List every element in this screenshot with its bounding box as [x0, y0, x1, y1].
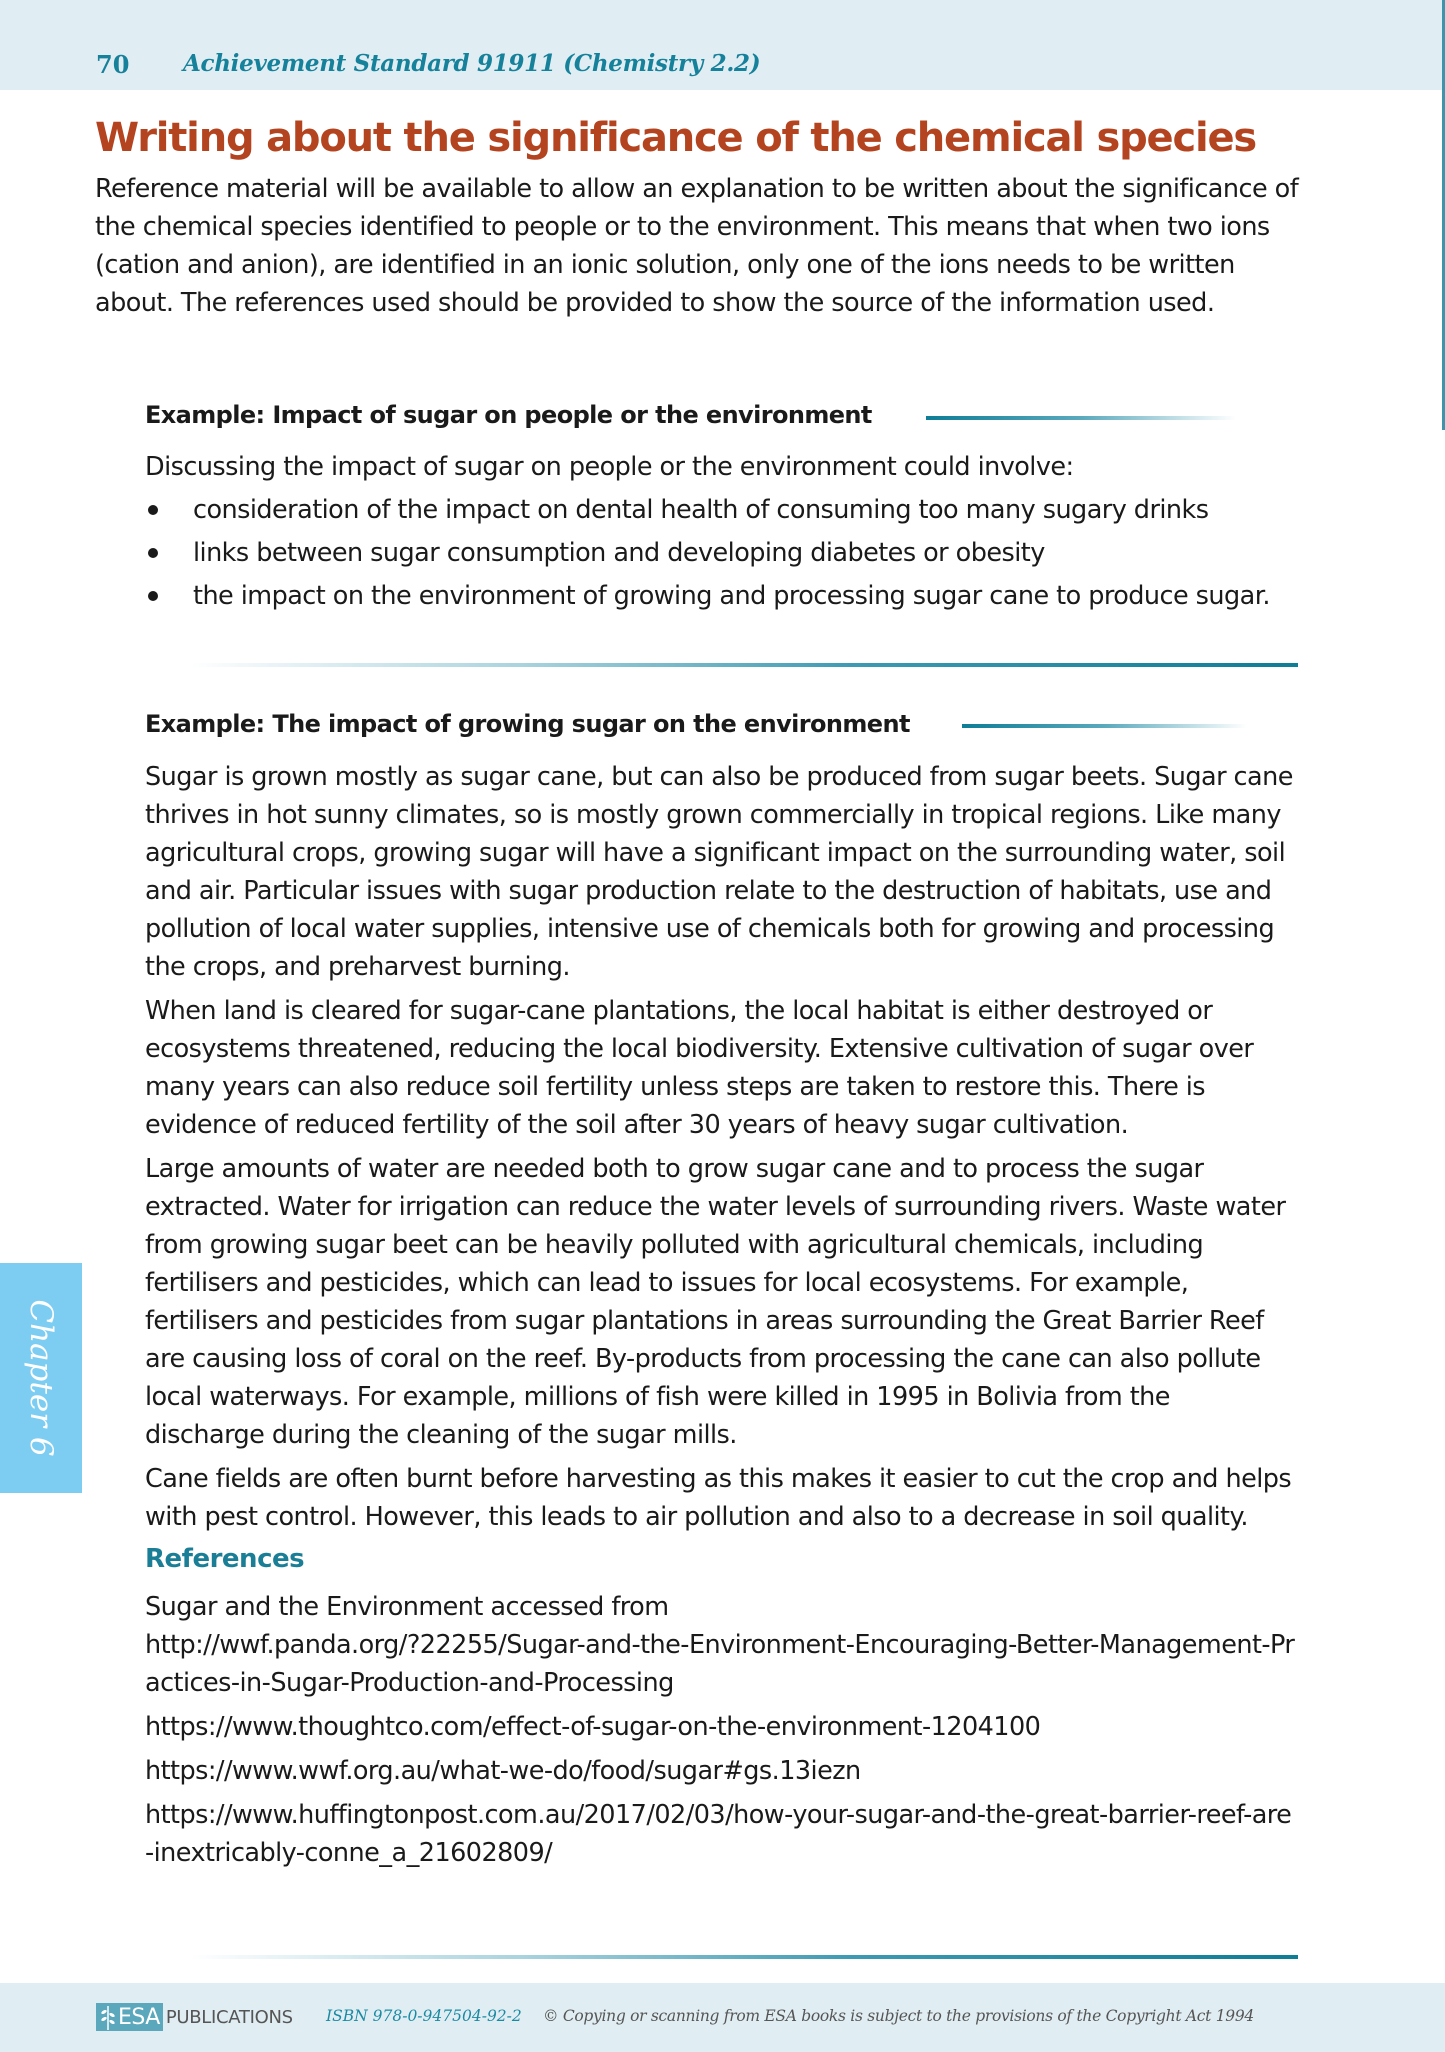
reference-link[interactable]: http://wwf.panda.org/?22255/Sugar-and-the-Environment-Encouraging-Better-Management-Practices-in-Sugar-Production-and-Processing: [145, 1630, 1295, 1698]
page-number: 70: [96, 50, 130, 79]
chapter-tab: [0, 1263, 82, 1493]
esa-logo-text: ESA: [118, 2004, 160, 2030]
list-item: consideration of the impact on dental health of consuming too many sugary drinks: [145, 491, 1295, 529]
copyright-notice: © Copying or scanning from ESA books is subject to the provisions of the Copyright Act 1994: [543, 2007, 1254, 2025]
example1-divider: [190, 663, 1298, 667]
example1-block: [145, 448, 1295, 615]
example1-heading-rule: [926, 416, 1236, 420]
list-item: links between sugar consumption and developing diabetes or obesity: [145, 534, 1295, 572]
esa-logo-box: [96, 2003, 163, 2031]
isbn: ISBN 978-0-947504-92-2: [326, 2007, 522, 2025]
plant-icon: [98, 2004, 118, 2030]
example2-heading-rule: [962, 724, 1247, 728]
example2-paragraph: Sugar is grown mostly as sugar cane, but can also be produced from sugar beets. Sugar cane thrives in hot sunny climates, so is mostly grown commercially in tropical regions. Like many agricultural crops, growing sugar will have a significant impact on the surrounding water, soil and air. Particular issues with sugar production relate to the destruction of habitats, use and pollution of local water supplies, intensive use of chemicals both for growing and processing the crops, and preharvest burning.: [145, 762, 1293, 982]
chapter-tab-label: Chapter 6: [23, 1299, 59, 1457]
example1-lead: Discussing the impact of sugar on people or the environment could involve:: [145, 452, 1074, 482]
references-heading: References: [145, 1544, 305, 1574]
esa-publications-logo: [96, 2003, 293, 2031]
example2-paragraph: Cane fields are often burnt before harvesting as this makes it easier to cut the crop and helps with pest control. However, this leads to air pollution and also to a decrease in soil quality.: [145, 1464, 1292, 1532]
running-title: Achievement Standard 91911 (Chemistry 2.2): [183, 50, 761, 77]
example2-block: [145, 758, 1295, 1878]
example2-paragraph: When land is cleared for sugar-cane plantations, the local habitat is either destroyed or ecosystems threatened, reducing the local biodiversity. Extensive cultivation of sugar over many years can also reduce soil fertility unless steps are taken to restore this. There is evidence of reduced fertility of the soil after 30 years of heavy sugar cultivation.: [145, 996, 1254, 1140]
page-title: Writing about the significance of the chemical species: [95, 115, 1257, 161]
example2-heading: Example: The impact of growing sugar on the environment: [145, 710, 910, 738]
intro-paragraph: Reference material will be available to allow an explanation to be written about the significance of the chemical species identified to people or to the environment. This means that when two ions (cation and anion), are identified in an ionic solution, only one of the ions needs to be written about. The references used should be provided to show the source of the information used.: [95, 174, 1299, 318]
example2-divider: [190, 1955, 1298, 1959]
example2-paragraph: Large amounts of water are needed both to grow sugar cane and to process the sugar extracted. Water for irrigation can reduce the water levels of surrounding rivers. Waste water from growing sugar beet can be heavily polluted with agricultural chemicals, including fertilisers and pesticides, which can lead to issues for local ecosystems. For example, fertilisers and pesticides from sugar plantations in areas surrounding the Great Barrier Reef are causing loss of coral on the reef. By-products from processing the cane can also pollute local waterways. For example, millions of fish were killed in 1995 in Bolivia from the discharge during the cleaning of the sugar mills.: [145, 1154, 1286, 1450]
bullet-icon: [148, 505, 158, 515]
bullet-icon: [148, 548, 158, 558]
bullet-icon: [148, 591, 158, 601]
reference-link[interactable]: https://www.thoughtco.com/effect-of-sugar-on-the-environment-1204100: [145, 1712, 1041, 1742]
reference-link[interactable]: https://www.huffingtonpost.com.au/2017/02/03/how-your-sugar-and-the-great-barrier-reef-are-inextricably-conne_a_21602809/: [145, 1800, 1292, 1868]
example1-heading: Example: Impact of sugar on people or the environment: [145, 401, 872, 429]
reference-item: Sugar and the Environment accessed from: [145, 1592, 669, 1622]
list-item: the impact on the environment of growing and processing sugar cane to produce sugar.: [145, 577, 1295, 615]
publisher-name: PUBLICATIONS: [165, 2006, 293, 2028]
example1-bullet-list: [145, 491, 1295, 615]
reference-link[interactable]: https://www.wwf.org.au/what-we-do/food/sugar#gs.13iezn: [145, 1756, 861, 1786]
